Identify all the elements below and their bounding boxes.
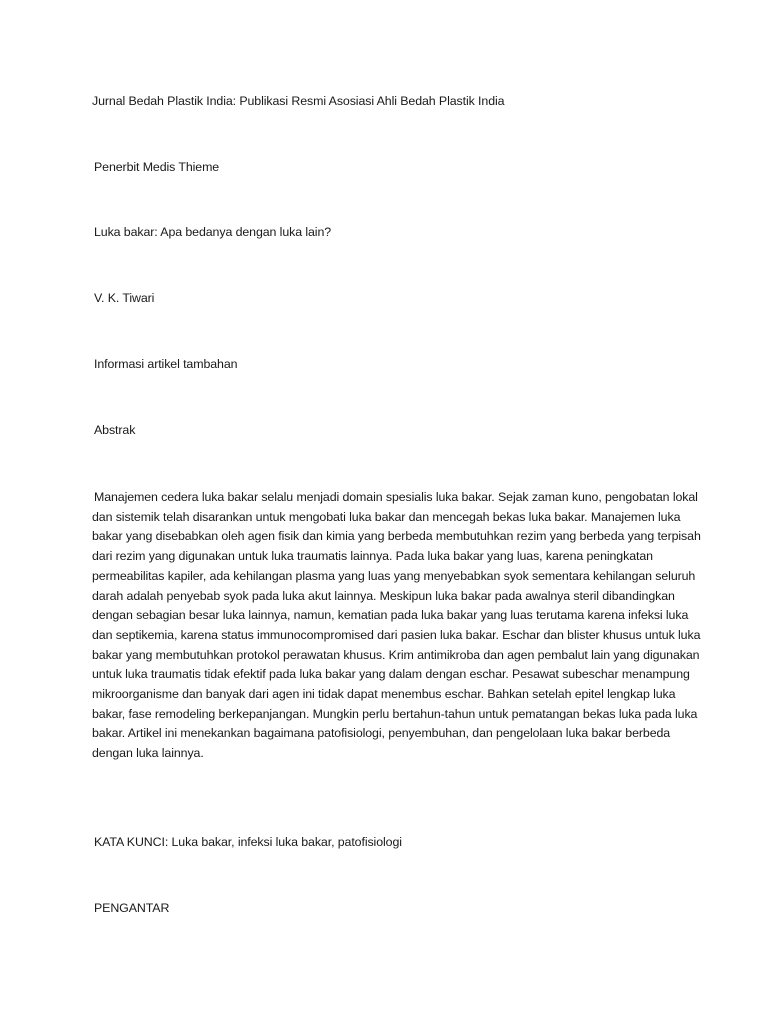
article-title: Luka bakar: Apa bedanya dengan luka lain? [94, 225, 332, 239]
keywords-line: KATA KUNCI: Luka bakar, infeksi luka bakar, patofisiologi [94, 835, 402, 849]
article-info-heading: Informasi artikel tambahan [94, 357, 238, 371]
abstract-text: Manajemen cedera luka bakar selalu menjadi domain spesialis luka bakar. Sejak zaman kuno, pengobatan lokal dan sistemik telah disarankan untuk mengobati luka bakar dan mencegah bekas luka bakar. Manajemen luka bakar yang disebabkan oleh agen fisik dan kimia yang berbeda membutuhkan rezim yang berbeda yang terpisah dari rezim yang digunakan untuk luka traumatis lainnya. Pada luka bakar yang luas, karena peningkatan permeabilitas kapiler, ada kehilangan plasma yang luas yang menyebabkan syok sementara kehilangan seluruh darah adalah penyebab syok pada luka akut lainnya. Meskipun luka bakar pada awalnya steril dibandingkan dengan sebagian besar luka lainnya, namun, kematian pada luka bakar yang luas terutama karena infeksi luka dan septikemia, karena status immunocompromised dari pasien luka bakar. Eschar dan blister khusus untuk luka bakar yang membutuhkan protokol perawatan khusus. Krim antimikroba dan agen pembalut lain yang digunakan untuk luka traumatis tidak efektif pada luka bakar yang dalam dengan eschar. Pesawat subeschar menampung mikroorganisme dan banyak dari agen ini tidak dapat menembus eschar. Bahkan setelah epitel lengkap luka bakar, fase remodeling berkepanjangan. Mungkin perlu bertahun-tahun untuk pematangan bekas luka pada luka bakar. Artikel ini menekankan bagaimana patofisiologi, penyembuhan, dan pengelolaan luka bakar berbeda dengan luka lainnya. [92, 490, 701, 761]
publisher-name: Penerbit Medis Thieme [94, 160, 220, 174]
abstract-heading: Abstrak [94, 423, 136, 437]
journal-name: Jurnal Bedah Plastik India: Publikasi Resmi Asosiasi Ahli Bedah Plastik India [92, 94, 505, 108]
introduction-heading: PENGANTAR [94, 901, 170, 915]
article-author: V. K. Tiwari [94, 291, 155, 305]
